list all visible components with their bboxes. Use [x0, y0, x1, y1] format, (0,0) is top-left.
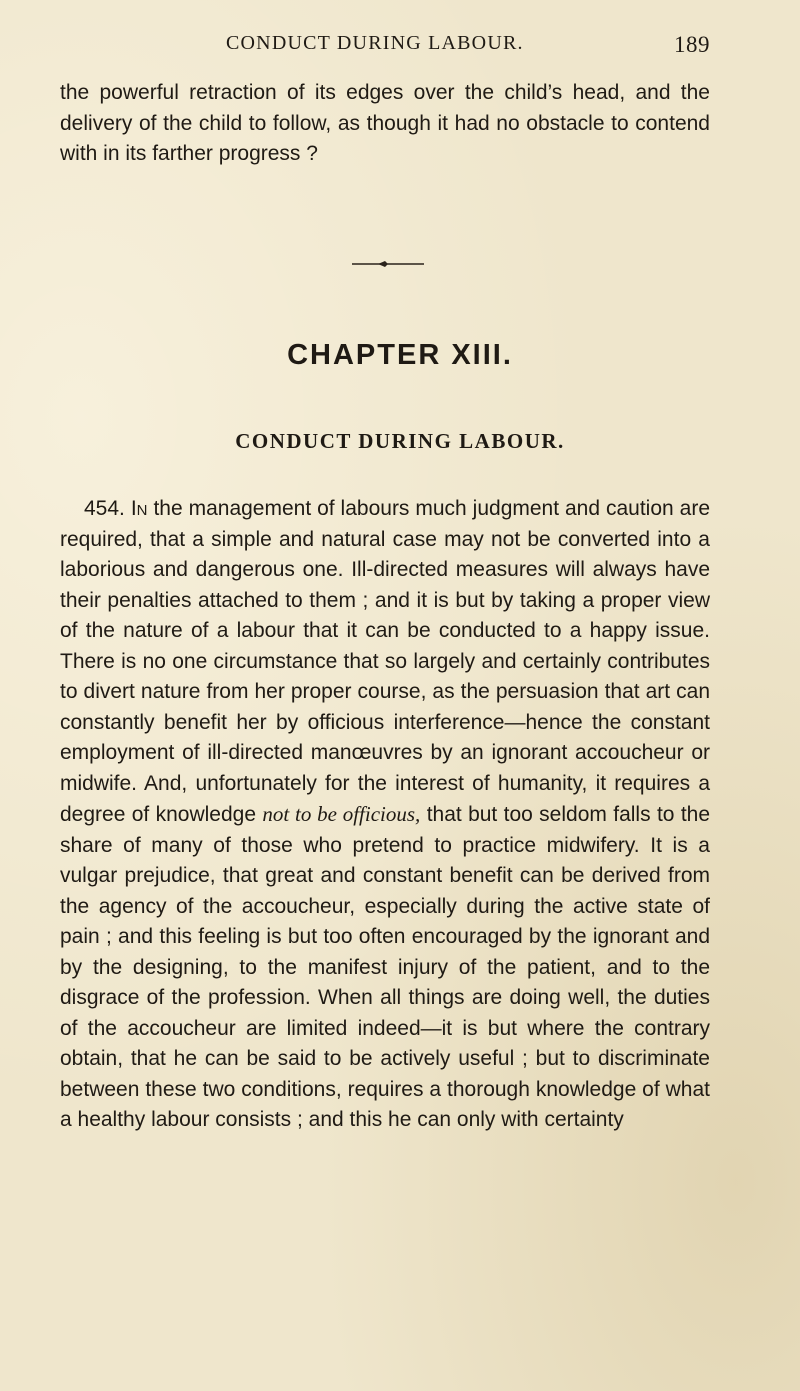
- running-head: [60, 32, 710, 60]
- section-title: CONDUCT DURING LABOUR.: [235, 429, 565, 453]
- paragraph-italic-phrase: not to be officious,: [262, 802, 421, 826]
- page-number: 189: [674, 32, 710, 57]
- main-paragraph: [60, 494, 710, 1136]
- running-head-title: CONDUCT DURING LABOUR.: [226, 32, 524, 54]
- paragraph-number: 454.: [84, 497, 125, 520]
- chapter-title: CHAPTER XIII.: [287, 339, 513, 371]
- paragraph-text-part-1: the management of labours much judgment and caution are required, that a simple and natural case may not be converted into a laborious and dangerous one. Ill-directed measures will always have their penalties attached to them ; and it is but by taking a proper view of the nature of a labour that it can be conducted to a happy issue. There is no one circumstance that so largely and certainly contributes to divert nature from her proper course, as the persuasion that art can constantly benefit her by officious interference—hence the constant employment of ill-directed manœuvres by an ignorant accoucheur or midwife. And, unfortunately for the interest of humanity, it requires a degree of knowledge: [60, 497, 710, 826]
- paragraph-text-part-2: that but too seldom falls to the share of many of those who pretend to practice midwifery. It is a vulgar prejudice, that great and constant benefit can be derived from the agency of the accoucheur, especially during the active state of pain ; and this feeling is but too often encouraged by the ignorant and by the designing, to the manifest injury of the patient, and to the disgrace of the profession. When all things are doing well, the duties of the accoucheur are limited indeed—it is but where the contrary obtain, that he can be said to be actively useful ; but to discriminate between these two conditions, requires a thorough knowledge of what a healthy labour consists ; and this he can only with certainty: [60, 803, 711, 1131]
- section-divider-ornament: [352, 259, 424, 269]
- continuation-paragraph: the powerful retraction of its edges over the child’s head, and the delivery of the child to follow, as though it had no obstacle to contend with in its farther progress ?: [60, 81, 710, 165]
- paragraph-first-word: In: [130, 497, 148, 520]
